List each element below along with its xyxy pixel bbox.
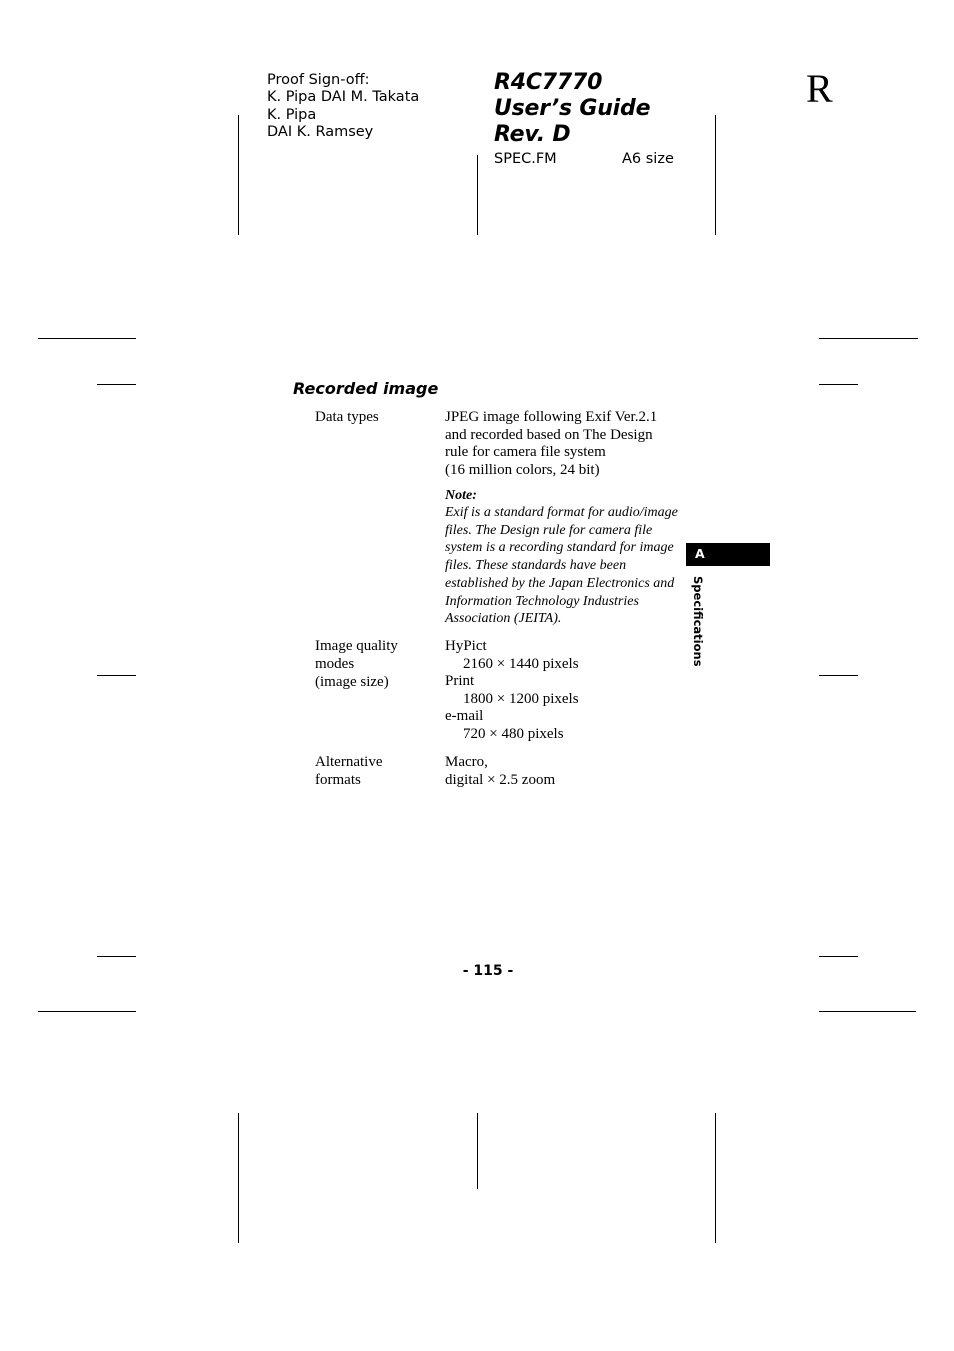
proof-line: K. Pipa — [267, 106, 317, 123]
crop-mark — [38, 1011, 136, 1012]
note-line: Association (JEITA). — [445, 611, 562, 627]
crop-rule — [238, 115, 239, 235]
note-line: system is a recording standard for image — [445, 540, 674, 556]
spec-label-line: formats — [315, 771, 361, 788]
crop-mark — [819, 338, 918, 339]
note — [445, 488, 678, 628]
spec-label — [315, 409, 379, 427]
spec-value-line: 2160 × 1440 pixels — [463, 655, 579, 672]
section-title: Recorded image — [293, 379, 439, 398]
crop-rule — [238, 1113, 239, 1243]
crop-mark — [819, 956, 858, 957]
file-name: SPEC.FM — [494, 151, 557, 167]
proof-line: Proof Sign-off: — [267, 72, 370, 88]
spec-value-line: Macro, — [445, 754, 488, 770]
spec-value-line: rule for camera file system — [445, 444, 606, 461]
chapter-tab — [686, 543, 770, 566]
note-line: Exif is a standard format for audio/image — [445, 505, 678, 520]
proof-line: K. Pipa DAI M. Takata — [267, 89, 420, 106]
note-heading: Note: — [445, 488, 477, 503]
crop-mark — [97, 675, 136, 676]
spec-label-line: Image quality — [315, 638, 398, 654]
spec-value — [445, 409, 657, 479]
chapter-tab-label — [692, 576, 706, 666]
spec-value-line: 1800 × 1200 pixels — [463, 690, 579, 707]
spec-label-line: (image size) — [315, 673, 389, 690]
title-line: User’s Guide — [494, 96, 651, 121]
title-line: R4C7770 — [494, 70, 603, 95]
note-line: files. The Design rule for camera file — [445, 522, 653, 538]
crop-rule — [477, 155, 478, 235]
spec-label-line: Data types — [315, 409, 379, 425]
proof-line: DAI K. Ramsey — [267, 123, 374, 140]
spec-label — [315, 638, 398, 691]
crop-mark — [97, 384, 136, 385]
crop-mark — [97, 956, 136, 957]
spec-value-line: and recorded based on The Design — [445, 426, 653, 443]
spec-value — [445, 638, 579, 744]
document-title — [494, 70, 650, 148]
spec-label — [315, 754, 382, 790]
spec-label-line: modes — [315, 655, 355, 672]
title-line: Rev. D — [494, 122, 571, 147]
spec-value-line: 720 × 480 pixels — [463, 725, 564, 742]
crop-mark — [819, 1011, 916, 1012]
spec-value-line: HyPict — [445, 638, 487, 654]
note-line: files. These standards have been — [445, 558, 627, 574]
spec-label-line: Alternative — [315, 754, 383, 770]
crop-mark — [38, 338, 136, 339]
proof-signoff — [267, 72, 419, 141]
spec-value-line: JPEG image following Exif Ver.2.1 — [445, 409, 658, 425]
crop-rule — [477, 1113, 478, 1189]
crop-rule — [715, 115, 716, 235]
note-line: established by the Japan Electronics and — [445, 575, 675, 591]
spec-value-line: e-mail — [445, 708, 484, 725]
spec-value-line: Print — [445, 673, 475, 690]
crop-mark — [819, 675, 858, 676]
spec-value — [445, 754, 555, 789]
spec-value-line: digital × 2.5 zoom — [445, 771, 556, 788]
note-body — [445, 504, 678, 628]
chapter-tab-text: Specifications — [691, 576, 705, 667]
note-line: Information Technology Industries — [445, 593, 639, 609]
spec-value-line: (16 million colors, 24 bit) — [445, 461, 600, 478]
chapter-tab-letter: A — [695, 546, 705, 561]
crop-rule — [715, 1113, 716, 1243]
page-number: - 115 - — [462, 963, 514, 979]
page-size: A6 size — [622, 151, 674, 167]
crop-mark — [819, 384, 858, 385]
corner-letter: R — [806, 66, 833, 111]
